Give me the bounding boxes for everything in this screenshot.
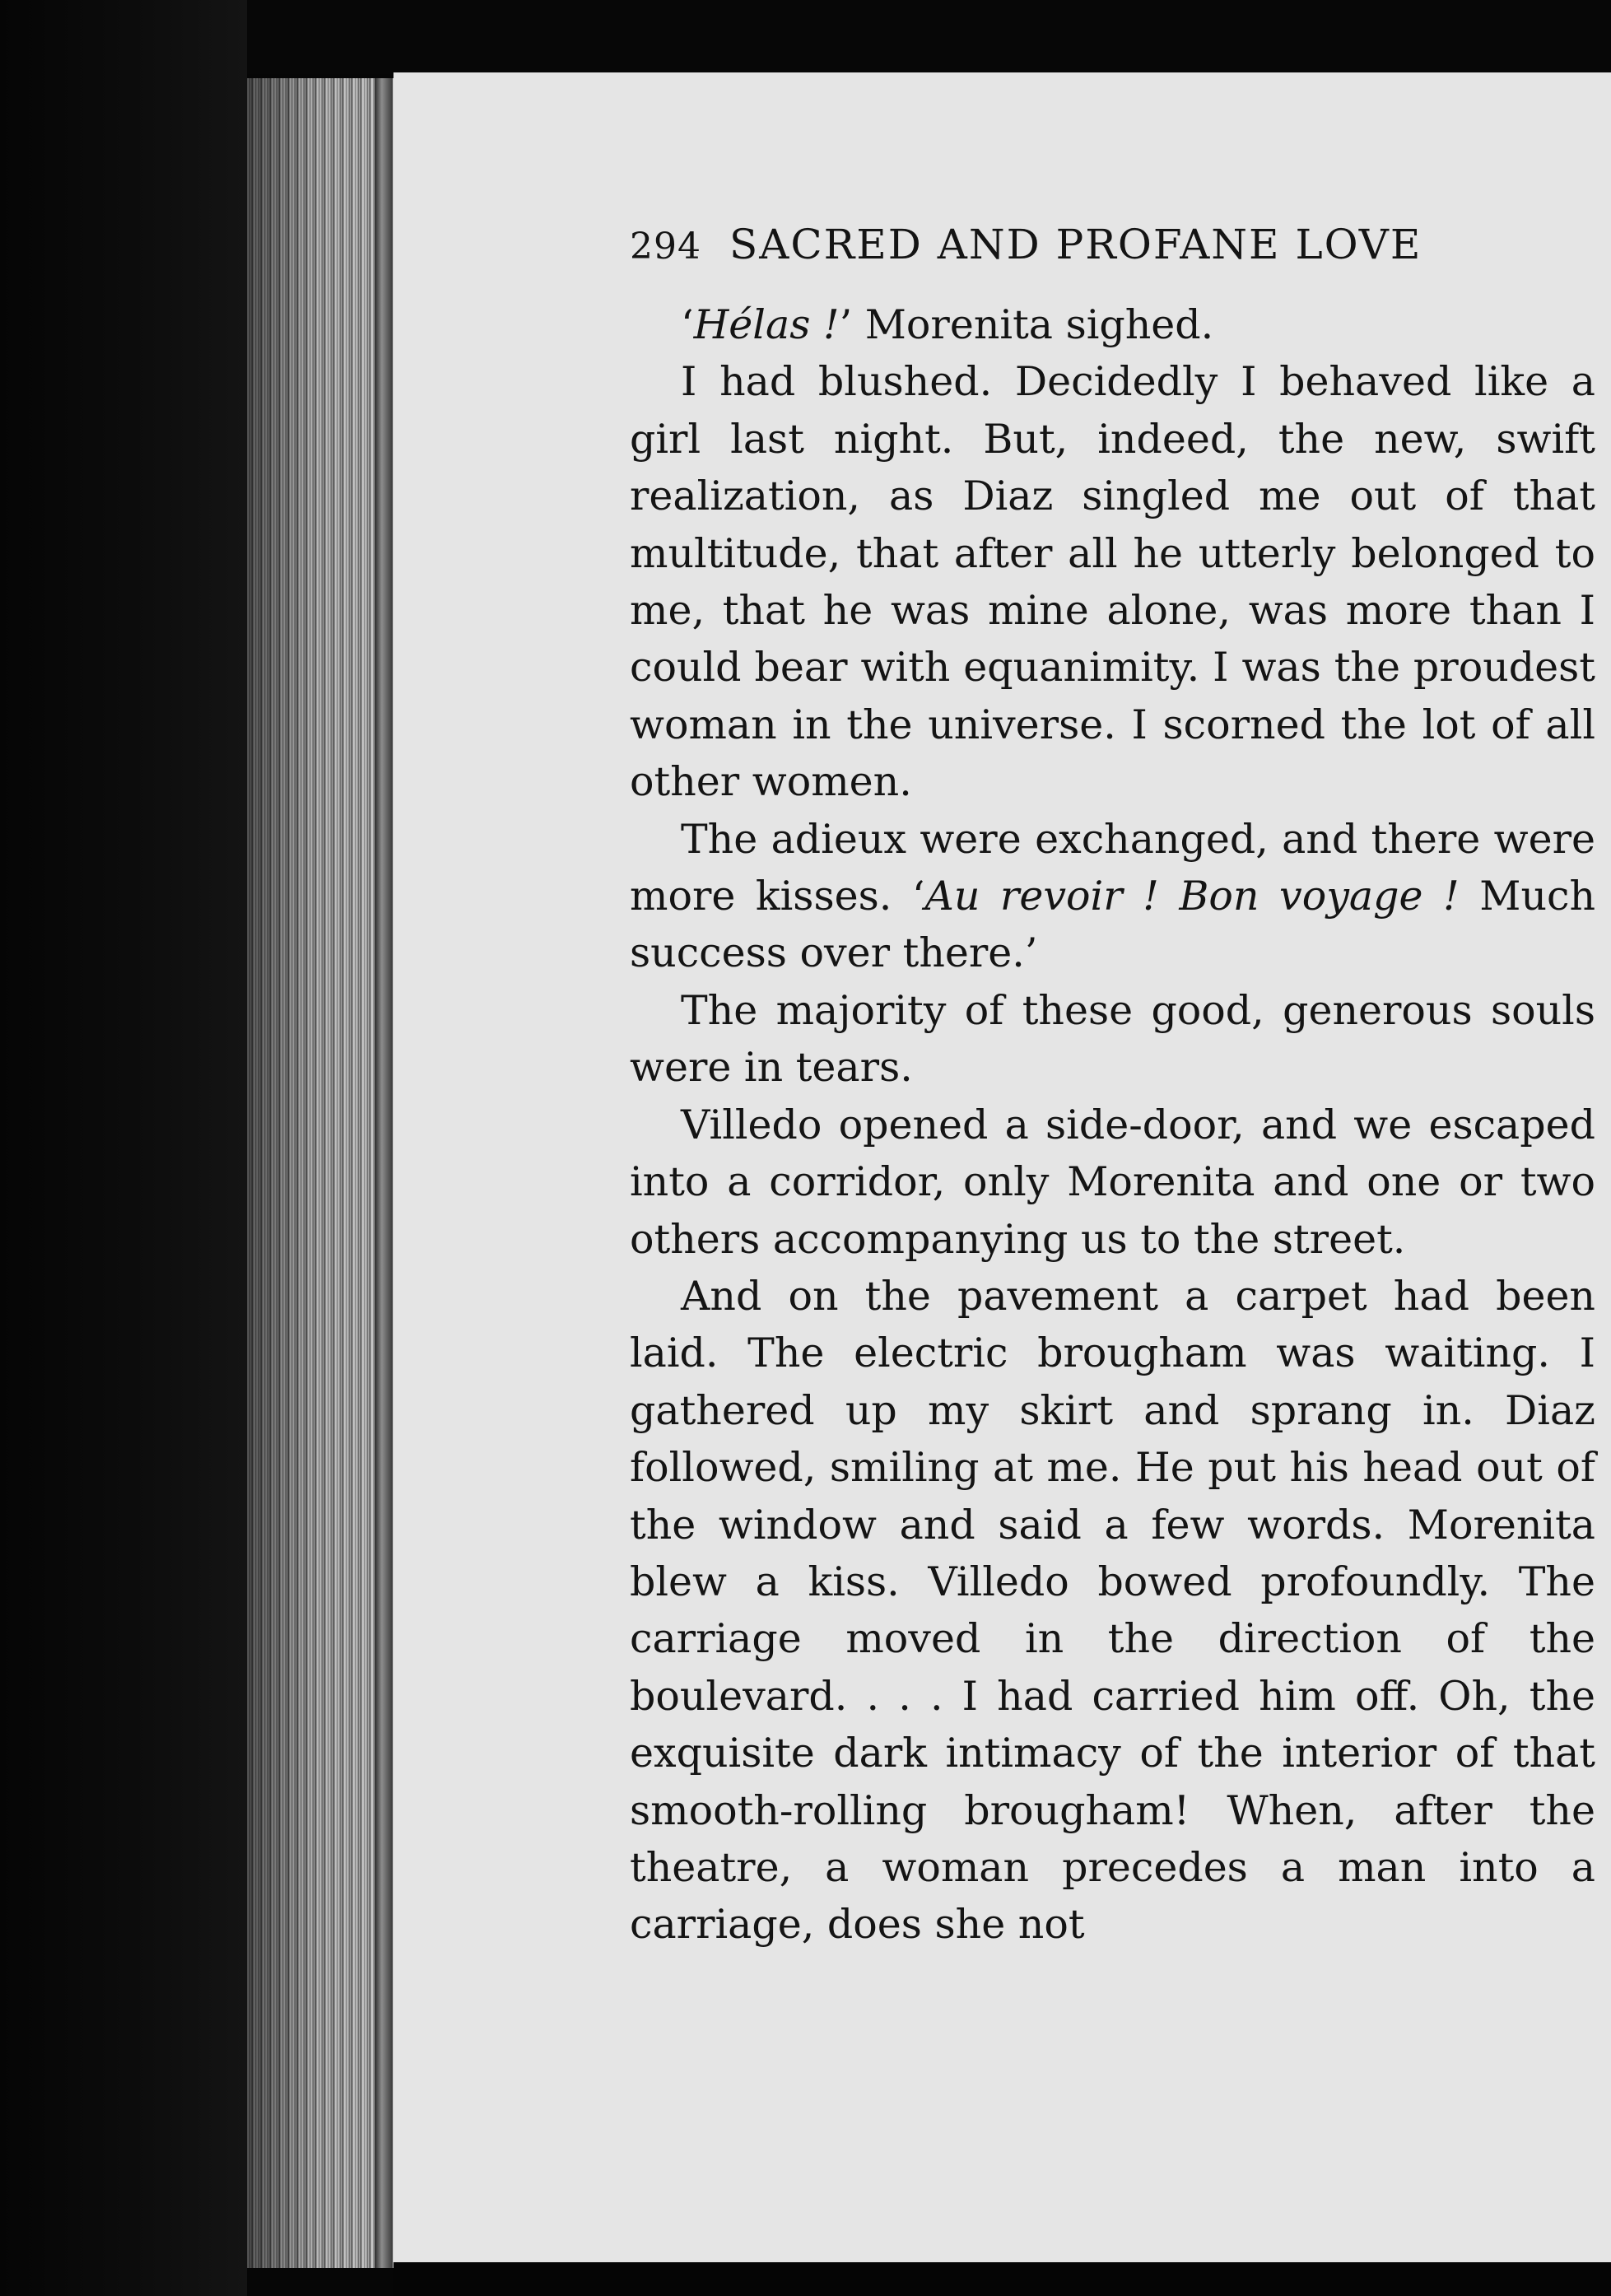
paragraph-text: The majority of these good, generous souls were in tears. bbox=[630, 986, 1595, 1092]
paragraph bbox=[630, 982, 1595, 1097]
page-paper bbox=[393, 72, 1611, 2262]
book-title: SACRED AND PROFANE LOVE bbox=[729, 221, 1422, 268]
italic-text: Hélas ! bbox=[693, 301, 840, 348]
paragraph-text: And on the pavement a carpet had been laid. The electric brougham was waiting. I gathered up my skirt and sprang in. Diaz followed, smiling at me. He put his head out of the window and said a few words. Morenita blew a kiss. Villedo bowed profoundly. The carriage moved in the direction of the boulevard. . . . I had carried him off. Oh, the exquisite dark intimacy of the interior of that smooth-rolling brougham! When, after the theatre, a woman precedes a man into a carriage, does she not bbox=[630, 1272, 1595, 1949]
paragraph bbox=[630, 296, 1595, 353]
page-number: 294 bbox=[630, 226, 701, 268]
paragraph bbox=[630, 1097, 1595, 1268]
paragraph-text: ‘ bbox=[681, 301, 694, 348]
scan-left-background bbox=[0, 0, 247, 2296]
paragraph-text: The adieux were exchanged, and there were more kisses. ‘ bbox=[630, 815, 1595, 920]
paragraph bbox=[630, 1268, 1595, 1954]
paragraph-text: I had blushed. Decidedly I behaved like a girl last night. But, indeed, the new, swift realization, as Diaz singled me out of that multitude, that after all he utterly belonged to me, that he was mine alone, was more than I could bear with equanimity. I was the proudest woman in the universe. I scorned the lot of all other women. bbox=[630, 358, 1595, 806]
paragraph-text: Much success over there.’ bbox=[630, 873, 1595, 977]
body-text bbox=[630, 296, 1595, 1954]
page-gutter bbox=[375, 78, 393, 2268]
paragraph-text: Villedo opened a side-door, and we escaped into a corridor, only Morenita and one or two others accompanying us to the street. bbox=[630, 1101, 1595, 1263]
paragraph bbox=[630, 811, 1595, 982]
paragraph-text: ’ Morenita sighed. bbox=[839, 301, 1214, 348]
italic-text: Au revoir ! Bon voyage ! bbox=[924, 873, 1460, 920]
page-text-block bbox=[630, 221, 1595, 1954]
running-head bbox=[630, 221, 1595, 286]
scan-bottom-border bbox=[393, 2262, 1611, 2296]
paragraph bbox=[630, 353, 1595, 810]
